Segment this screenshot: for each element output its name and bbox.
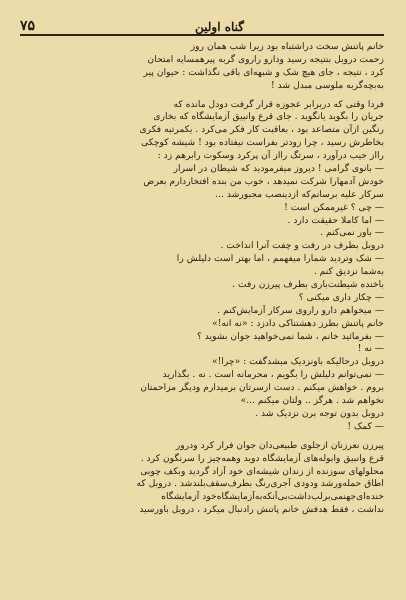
text-line: باخنده شیطنت‌باری بطرف پیرزن رفت . [232, 279, 384, 291]
body-text [20, 41, 384, 517]
text-line: خانم پاتنش بطرز دهشتناکی دادزد : «نه انه!» [212, 317, 384, 329]
text-line: رنگین ازآن متصاعد بود ، بعاقبت کار فکر می‌کرد . یکمرتبه فکری [139, 124, 384, 136]
page-header [20, 14, 384, 36]
text-line: — اما کاملا حقیقت دارد . [287, 214, 384, 226]
text-line: — چی ؟ غیرممکن است ! [284, 201, 384, 213]
text-line: رااز جیب درآورد ، سرتگ رااز آن پرکرد وسکوت رابرهم زد : [157, 150, 384, 162]
page-number: ۷۵ [20, 18, 36, 34]
running-title: گناه اولین [195, 20, 244, 34]
text-line: زحمت دروبل بنتیجه رسید ودارو راروی گربه پیرهمسایه امتحان [147, 53, 384, 65]
text-line: پیرزن نعرزنان ازجلوی طبیعی‌دان جوان فرار کرد ودرور [175, 439, 384, 451]
text-line: — باور نمی‌کنم . [320, 227, 384, 239]
text-line: به‌شما نزدیق کنم . [313, 266, 384, 278]
text-line: محلولهای سوزنده از زندان شیشه‌ای خود آزاد گردید وبکف چوبی [140, 465, 384, 477]
text-line: — میخواهم دارو راروی سرکار آزمایش‌کنم . [217, 304, 384, 316]
text-line: فردا وقتی که دربرابر عجوزه قرار گرفت دودل مانده که [173, 98, 384, 110]
text-line: — بانوی گرامی ! دیروز میفرمودید که شیطان در اسرار [173, 163, 384, 175]
text-line: سرکار علیه برسانم‌که ازدینصب مجبورشد ... [215, 188, 384, 200]
text-line: دروبل بطرف در رفت و چفت آنرا انداخت . [220, 240, 384, 252]
text-line: نخواهم شد . هرگز .. ولتان میکنم ...» [240, 395, 384, 407]
text-line: — نمی‌توانم دلیلش را بگویم ، محرمانه است . نه . بگذارید [162, 369, 384, 381]
text-line: جریان را بگوید یانگوید . جای قرع وانبیق آزمایشگاه که بخاری [153, 111, 384, 123]
text-line: کرد ، نتیجه ، جای هیچ شک و شبهه‌ای باقی نگذاشت : حیوان پیر [143, 66, 384, 78]
text-line: خانم پاتنش سخت دراشتباه بود زیرا شب همان روز [190, 41, 384, 52]
text-line: — نه ! [357, 343, 384, 355]
text-line: بروم . خواهش میکنم . دست ازسرتان برمیدارم ودیگر مزاحمتان [140, 382, 384, 394]
text-line: بخاطرش رسید ، چرا زودتر بفراست نیفتاده بود ! شیشه کوچکی [141, 137, 384, 149]
text-line: — شک وتردید شمارا میفهمم ، اما بهتر است دلیلش را [176, 253, 384, 265]
text-line: — بفرمائید خانم ، شما نمی‌خواهید جوان بشوید ؟ [196, 330, 384, 342]
text-line: خنده‌ای‌جهنمی‌برلب‌داشت‌بی‌آنکه‌به‌آزمایشگاه‌خود آزمایشگاه [161, 491, 384, 503]
text-line: دروبل درحالیکه باونزدیک میشدگفت : «چرا!» [211, 356, 384, 368]
text-line: — چکار داری میکنی ؟ [298, 291, 384, 303]
text-line: — کمک ! [347, 420, 384, 432]
text-line: به‌بچه‌گربه ملوسی مبدل شد ! [271, 79, 384, 91]
text-line: خودش آدمهارا شرکت نمیدهد ، خوب من بنده افتخاردارم بعرض [143, 175, 384, 187]
text-line: اطاق حمله‌ورشد ودودی آجری‌رنگ بطرف‌سقف‌بلندشد . دروبل که [136, 478, 384, 490]
text-line: نداشت ، فقط هدفش خانم پاتنش رادنبال میکرد ، دروبل باورسید [139, 504, 384, 516]
text-line: دروبل بدون توجه برن نزدیک شد . [255, 407, 384, 419]
text-line: قرع وانبیق وابوله‌های آزمایشگاه دوید وهمه‌چیز را سرنگون کرد . [140, 452, 384, 464]
